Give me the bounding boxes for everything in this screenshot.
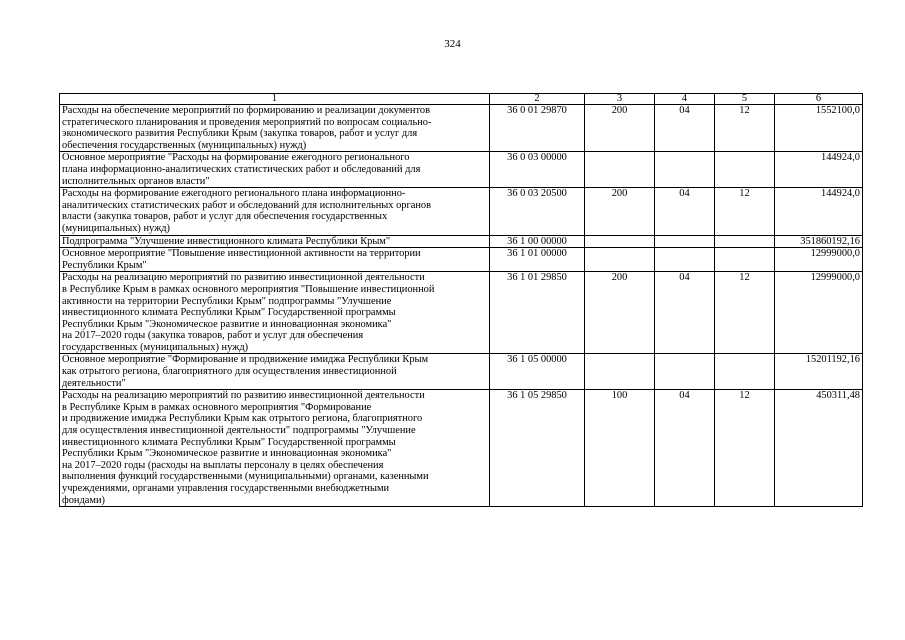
table-row	[60, 235, 863, 248]
amount-cell: 351860192,16	[775, 235, 863, 248]
table-body	[60, 105, 863, 507]
row-description	[60, 235, 490, 248]
row-description	[60, 152, 490, 188]
budget-table	[59, 93, 863, 507]
section-code-cell	[655, 354, 715, 390]
section-code-cell: 04	[655, 188, 715, 235]
section-code-cell	[655, 152, 715, 188]
table-row	[60, 390, 863, 507]
description-line: Основное мероприятие "Повышение инвестиционной активности на территории	[62, 248, 421, 260]
target-article-code-cell: 36 0 01 29870	[490, 105, 585, 152]
expense-type-code-cell	[585, 235, 655, 248]
target-article-code-cell: 36 1 01 29850	[490, 272, 585, 354]
expense-type-code-cell: 200	[585, 188, 655, 235]
amount-cell: 450311,48	[775, 390, 863, 507]
description-line: Подпрограмма "Улучшение инвестиционного климата Республики Крым"	[62, 235, 391, 247]
amount-cell: 12999000,0	[775, 248, 863, 272]
subsection-code-cell	[715, 152, 775, 188]
subsection-code-cell	[715, 354, 775, 390]
table-row	[60, 354, 863, 390]
row-description	[60, 188, 490, 235]
header-col-3: 3	[585, 94, 655, 105]
description-line: выполнения функций государственными (муниципальными) органами, казенными	[62, 471, 429, 483]
row-description	[60, 105, 490, 152]
table-row	[60, 105, 863, 152]
description-line: экономического развития Республики Крым (закупка товаров, работ и услуг для	[62, 128, 418, 140]
target-article-code-cell: 36 0 03 20500	[490, 188, 585, 235]
description-line: исполнительных органов власти"	[62, 175, 210, 187]
description-line: аналитических статистических работ и обследований для исполнительных органов	[62, 199, 432, 211]
expense-type-code-cell: 200	[585, 272, 655, 354]
table-header-row	[60, 94, 863, 105]
amount-cell: 144924,0	[775, 188, 863, 235]
description-line: как отрытого региона, благоприятного для осуществления инвестиционной	[62, 366, 397, 378]
description-line: на 2017–2020 годы (расходы на выплаты персоналу в целях обеспечения	[62, 459, 384, 471]
description-line: в Республике Крым в рамках основного мероприятия "Повышение инвестиционной	[62, 283, 435, 295]
description-line: в Республике Крым в рамках основного мероприятия "Формирование	[62, 401, 372, 413]
expense-type-code-cell: 200	[585, 105, 655, 152]
subsection-code-cell	[715, 235, 775, 248]
target-article-code-cell: 36 0 03 00000	[490, 152, 585, 188]
description-line: фондами)	[62, 494, 105, 506]
description-line: обеспечения государственных (муниципальных) нужд)	[62, 139, 307, 151]
subsection-code-cell: 12	[715, 105, 775, 152]
header-col-5: 5	[715, 94, 775, 105]
description-line: Основное мероприятие "Расходы на формирование ежегодного регионального	[62, 152, 410, 164]
section-code-cell: 04	[655, 105, 715, 152]
target-article-code-cell: 36 1 05 29850	[490, 390, 585, 507]
description-line: стратегического планирования и проведения мероприятий по вопросам социально-	[62, 116, 432, 128]
table-row	[60, 188, 863, 235]
amount-cell: 1552100,0	[775, 105, 863, 152]
header-col-2: 2	[490, 94, 585, 105]
header-col-6: 6	[775, 94, 863, 105]
description-line: Расходы на реализацию мероприятий по развитию инвестиционной деятельности	[62, 390, 425, 402]
description-line: Расходы на реализацию мероприятий по развитию инвестиционной деятельности	[62, 272, 425, 284]
section-code-cell	[655, 235, 715, 248]
description-line: Республики Крым "Экономическое развитие и инновационная экономика"	[62, 318, 392, 330]
description-line: инвестиционного климата Республики Крым" Государственной программы	[62, 436, 396, 448]
row-description	[60, 272, 490, 354]
description-line: активности на территории Республики Крым" подпрограммы "Улучшение	[62, 295, 392, 307]
row-description	[60, 390, 490, 507]
expense-type-code-cell	[585, 248, 655, 272]
description-line: для осуществления инвестиционной деятельности" подпрограммы "Улучшение	[62, 425, 416, 437]
amount-cell: 12999000,0	[775, 272, 863, 354]
row-description	[60, 354, 490, 390]
description-line: государственных (муниципальных) нужд)	[62, 341, 249, 353]
description-line: плана информационно-аналитических статистических работ и обследований для	[62, 163, 421, 175]
table-row	[60, 248, 863, 272]
target-article-code-cell: 36 1 00 00000	[490, 235, 585, 248]
expense-type-code-cell	[585, 152, 655, 188]
section-code-cell: 04	[655, 390, 715, 507]
table-row	[60, 272, 863, 354]
description-line: Основное мероприятие "Формирование и продвижение имиджа Республики Крым	[62, 354, 429, 366]
header-col-4: 4	[655, 94, 715, 105]
description-line: Республики Крым"	[62, 259, 147, 271]
description-line: на 2017–2020 годы (закупка товаров, работ и услуг для обеспечения	[62, 330, 364, 342]
expense-type-code-cell: 100	[585, 390, 655, 507]
amount-cell: 15201192,16	[775, 354, 863, 390]
row-description	[60, 248, 490, 272]
description-line: Республики Крым "Экономическое развитие и инновационная экономика"	[62, 448, 392, 460]
header-col-1: 1	[60, 94, 490, 105]
expense-type-code-cell	[585, 354, 655, 390]
section-code-cell: 04	[655, 272, 715, 354]
page-number: 324	[444, 38, 461, 50]
description-line: инвестиционного климата Республики Крым" Государственной программы	[62, 307, 396, 319]
target-article-code-cell: 36 1 05 00000	[490, 354, 585, 390]
description-line: власти (закупка товаров, работ и услуг для обеспечения государственных	[62, 211, 388, 223]
description-line: Расходы на обеспечение мероприятий по формированию и реализации документов	[62, 105, 430, 116]
subsection-code-cell	[715, 248, 775, 272]
amount-cell: 144924,0	[775, 152, 863, 188]
description-line: Расходы на формирование ежегодного регионального плана информационно-	[62, 188, 406, 200]
description-line: (муниципальных) нужд)	[62, 222, 171, 234]
section-code-cell	[655, 248, 715, 272]
target-article-code-cell: 36 1 01 00000	[490, 248, 585, 272]
table-row	[60, 152, 863, 188]
description-line: учреждениями, органами управления государственными внебюджетными	[62, 483, 390, 494]
subsection-code-cell: 12	[715, 272, 775, 354]
subsection-code-cell: 12	[715, 390, 775, 507]
subsection-code-cell: 12	[715, 188, 775, 235]
description-line: деятельности"	[62, 377, 126, 389]
description-line: и продвижение имиджа Республики Крым как отрытого региона, благоприятного	[62, 413, 423, 425]
